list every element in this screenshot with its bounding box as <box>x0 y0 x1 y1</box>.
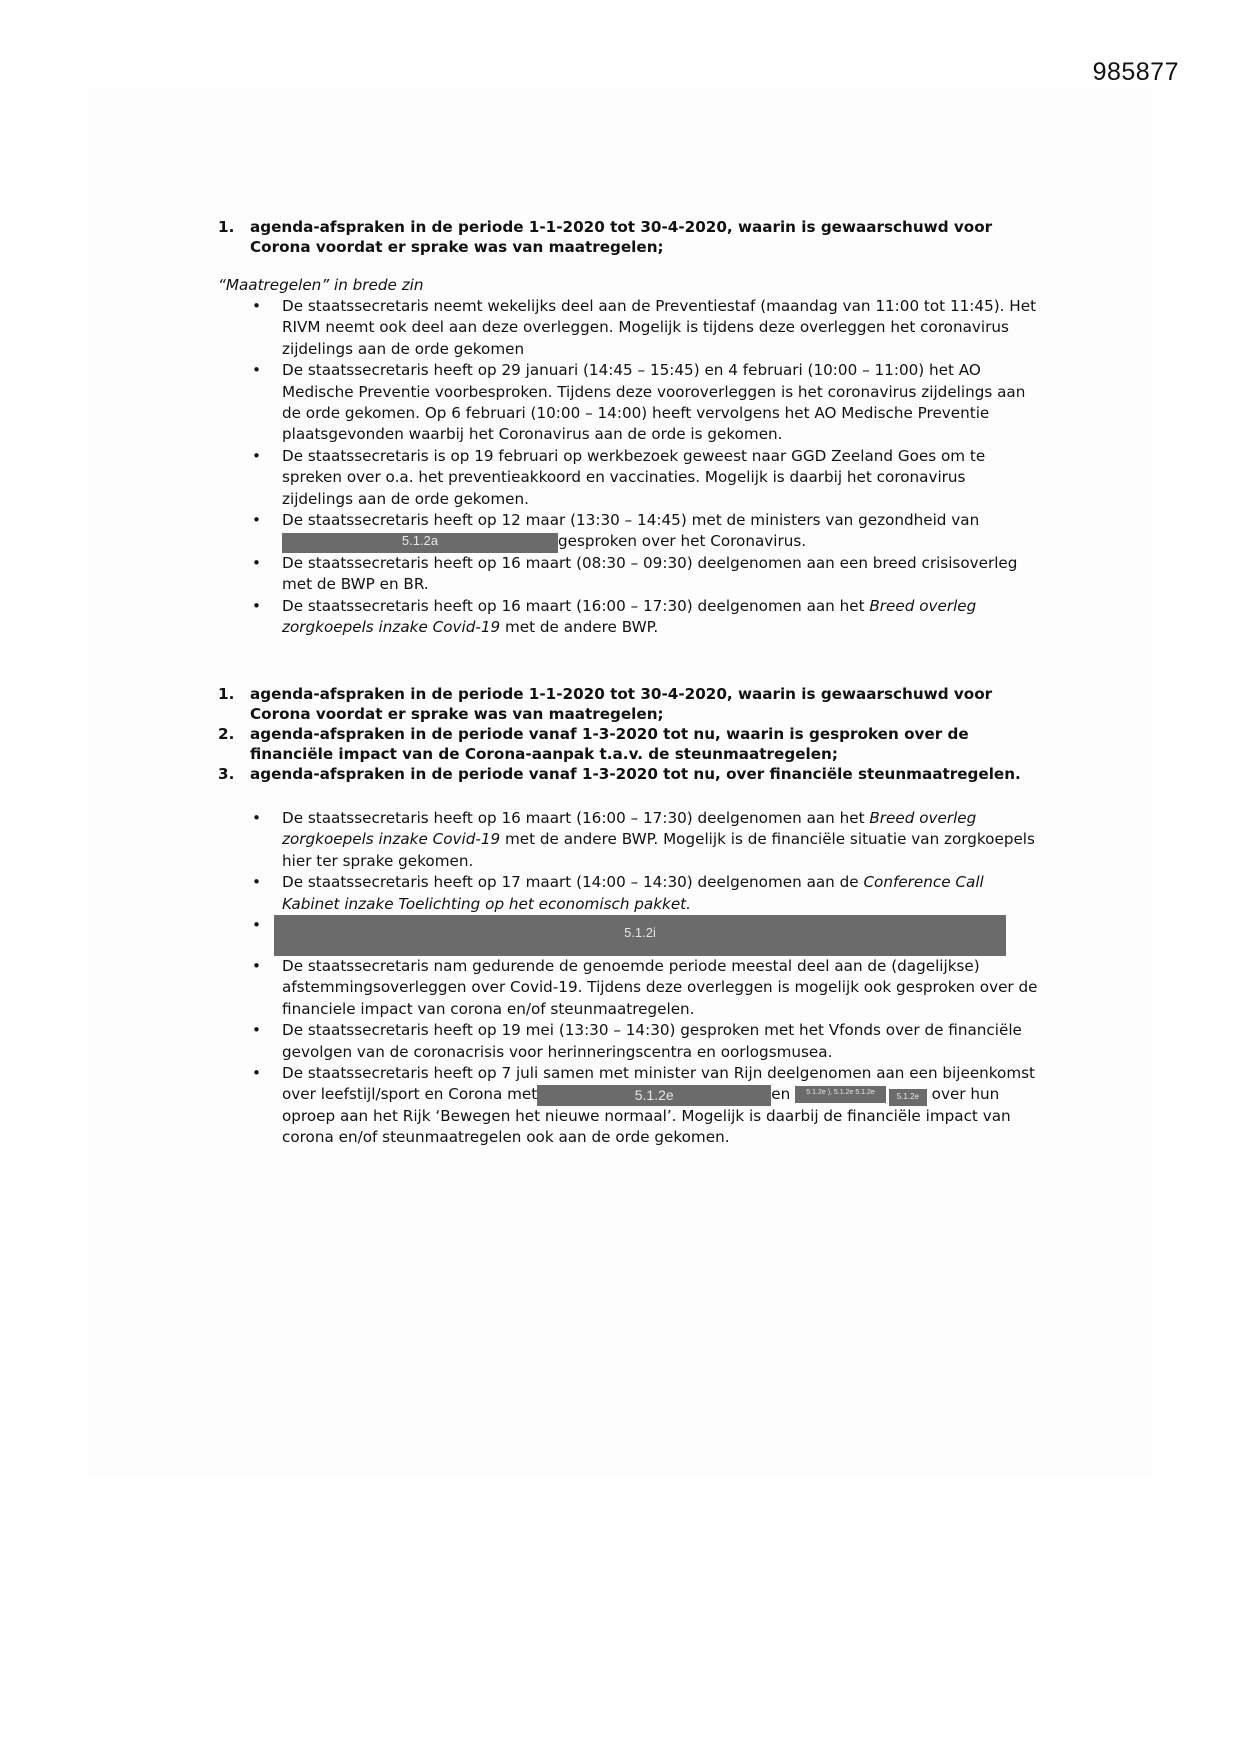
heading-text: agenda-afspraken in de periode 1-1-2020 tot 30-4-2020, waarin is gewaarschuwd voor Corona voordat er sprake was van maatregelen; <box>250 685 993 723</box>
item-italic-text: Breed overleg zorgkoepels inzake Covid-19 <box>282 809 977 849</box>
bullet-icon: • <box>252 596 261 615</box>
item-text: De staatssecretaris heeft op 16 maart (16:00 – 17:30) deelgenomen aan het <box>282 809 870 827</box>
heading-list <box>218 684 1038 784</box>
bullet-icon: • <box>252 553 261 572</box>
item-text: De staatssecretaris heeft op 16 maart (08:30 – 09:30) deelgenomen aan een breed crisisoverleg met de BWP en BR. <box>282 553 1018 594</box>
list-item <box>218 808 1038 872</box>
item-text: De staatssecretaris is op 19 februari op werkbezoek geweest naar GGD Zeeland Goes om te spreken over o.a. het preventieakkoord en vaccinaties. Mogelijk is daarbij het coronavirus zijdelings aan de orde gekomen. <box>282 446 986 508</box>
heading-item <box>218 684 1038 724</box>
redaction-block: 5.1.2e <box>889 1089 927 1106</box>
list-item <box>218 1020 1038 1063</box>
bullet-list <box>218 808 1038 1149</box>
document-id: 985877 <box>1092 58 1179 86</box>
heading-list <box>218 217 1038 257</box>
list-item <box>218 446 1038 510</box>
heading-number: 1. <box>218 685 235 703</box>
item-text: De staatssecretaris neemt wekelijks deel aan de Preventiestaf (maandag van 11:00 tot 11:45). Het RIVM neemt ook deel aan deze overleggen. Mogelijk is tijdens deze overleggen het coronavirus zijdelings aan de orde gekomen <box>282 297 1037 358</box>
bullet-icon: • <box>252 361 261 380</box>
item-text: met de andere BWP. <box>500 618 659 637</box>
heading-text: agenda-afspraken in de periode 1-1-2020 tot 30-4-2020, waarin is gewaarschuwd voor Corona voordat er sprake was van maatregelen; <box>250 218 993 256</box>
heading-number: 3. <box>218 765 235 783</box>
bullet-icon: • <box>252 511 261 530</box>
list-item <box>218 553 1038 596</box>
item-text: De staatssecretaris nam gedurende de genoemde periode meestal deel aan de (dagelijkse) afstemmingsoverleggen over Covid-19. Tijdens deze overleggen is mogelijk ook gesproken over de financiele impact van corona en/of steunmaatregelen. <box>282 957 1038 1018</box>
bullet-icon: • <box>252 809 261 827</box>
list-item <box>218 510 1038 553</box>
bullet-icon: • <box>252 1021 261 1040</box>
list-item <box>218 360 1038 446</box>
item-text: en <box>771 1085 791 1104</box>
heading-text: agenda-afspraken in de periode vanaf 1-3-2020 tot nu, waarin is gesproken over de financiële impact van de Corona-aanpak t.a.v. de steunmaatregelen; <box>250 725 969 763</box>
bullet-icon: • <box>252 446 261 465</box>
list-item <box>218 296 1038 360</box>
list-item <box>218 956 1038 1020</box>
heading-item <box>218 764 1038 784</box>
list-item <box>218 1063 1038 1149</box>
item-italic-text: Breed overleg zorgkoepels inzake Covid-19 <box>282 596 977 637</box>
bullet-icon: • <box>252 297 261 315</box>
heading-number: 2. <box>218 725 235 743</box>
bullet-icon: • <box>252 957 261 976</box>
redaction-block: 5.1.2a <box>282 533 558 553</box>
item-text: De staatssecretaris heeft op 16 maart (16:00 – 17:30) deelgenomen aan het <box>282 596 870 615</box>
item-text: gesproken over het Coronavirus. <box>558 532 807 551</box>
item-text: De staatssecretaris heeft op 17 maart (14:00 – 14:30) deelgenomen aan de <box>282 873 864 892</box>
section-2 <box>218 684 1038 1149</box>
heading-item <box>218 724 1038 764</box>
list-item <box>218 915 1038 956</box>
section-1 <box>218 217 1038 639</box>
list-item <box>218 596 1038 639</box>
bullet-icon: • <box>252 1064 261 1083</box>
heading-number: 1. <box>218 218 235 236</box>
bullet-icon: • <box>252 916 261 935</box>
item-text: De staatssecretaris heeft op 29 januari (14:45 – 15:45) en 4 februari (10:00 – 11:00) het AO Medische Preventie voorbesproken. Tijdens deze vooroverleggen is het coronavirus zijdelings aan de orde gekomen. Op 6 februari (10:00 – 14:00) heeft vervolgens het AO Medische Preventie plaatsgevonden waarbij het Coronavirus aan de orde is gekomen. <box>282 361 1026 444</box>
heading-text: agenda-afspraken in de periode vanaf 1-3-2020 tot nu, over financiële steunmaatregelen. <box>250 765 1021 783</box>
item-text: De staatssecretaris heeft op 12 maar (13:30 – 14:45) met de ministers van gezondheid van <box>282 511 980 530</box>
item-text: De staatssecretaris heeft op 7 juli samen met minister van Rijn deelgenomen aan een bijeenkomst over leefstijl/sport en Corona met <box>282 1064 1035 1104</box>
item-text: De staatssecretaris heeft op 19 mei (13:30 – 14:30) gesproken met het Vfonds over de financiële gevolgen van de coronacrisis voor herinneringscentra en oorlogsmusea. <box>282 1021 1022 1061</box>
item-italic-text: Conference Call Kabinet inzake Toelichting op het economisch pakket. <box>282 873 984 913</box>
item-text: met de andere BWP. Mogelijk is de financiële situatie van zorgkoepels hier ter sprake gekomen. <box>282 830 1035 870</box>
redaction-block: 5.1.2i <box>274 915 1006 956</box>
heading-item <box>218 217 1038 257</box>
redaction-block: 5.1.2e ), 5.1.2e 5.1.2e <box>795 1086 886 1103</box>
redaction-block: 5.1.2e <box>537 1085 771 1106</box>
subtitle: “Maatregelen” in brede zin <box>218 276 424 294</box>
bullet-icon: • <box>252 873 261 892</box>
list-item <box>218 872 1038 915</box>
bullet-list <box>218 296 1038 639</box>
item-text: over hun oproep aan het Rijk ‘Bewegen het nieuwe normaal’. Mogelijk is daarbij de financiële impact van corona en/of steunmaatregelen ook aan de orde gekomen. <box>282 1085 1011 1147</box>
